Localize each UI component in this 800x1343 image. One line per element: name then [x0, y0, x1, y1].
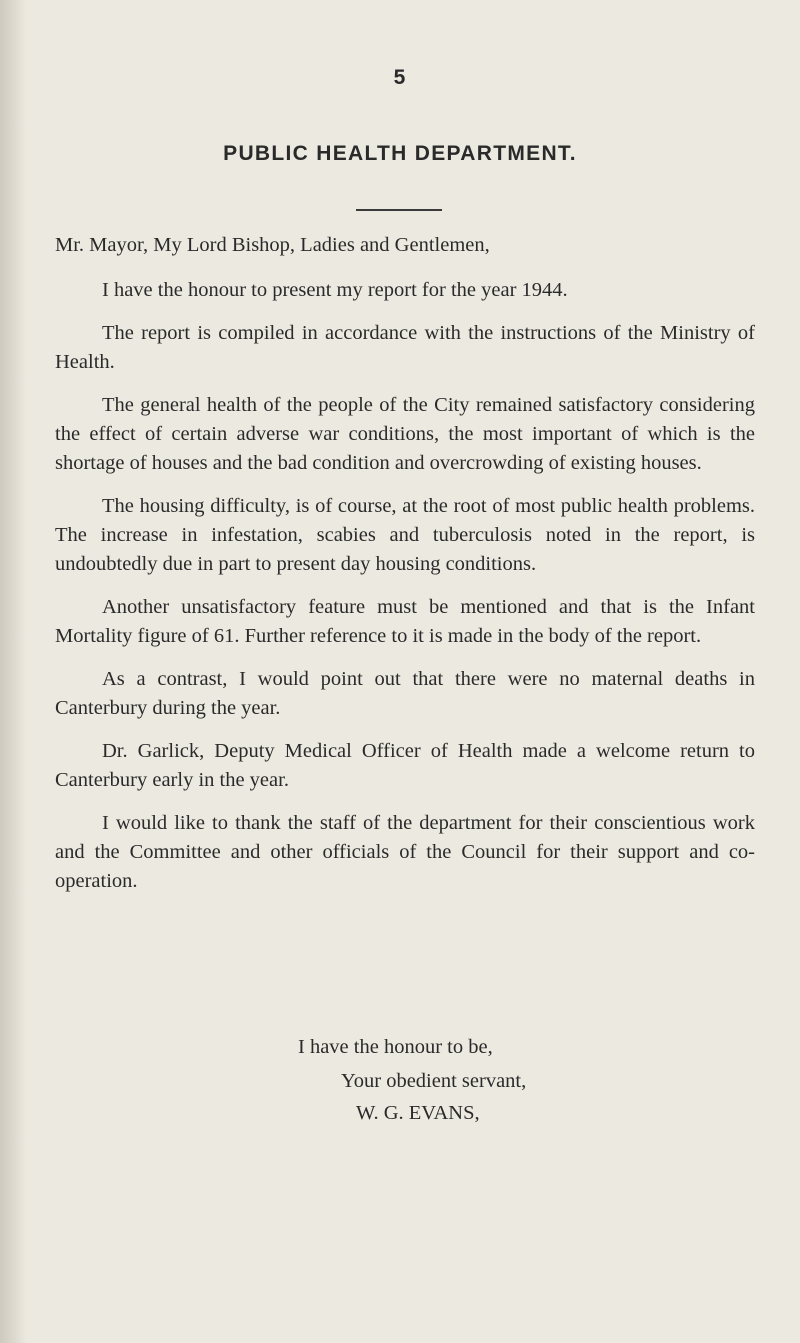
closing-text-servant: Your obedient servant, [341, 1070, 527, 1092]
paragraph-instructions: The report is compiled in accordance with the instructions of the Ministry of Health. [55, 322, 755, 373]
paragraph-thanks: I would like to thank the staff of the department for their conscientious work and the Committee and other officials of the Council for their support and co-operation. [55, 812, 755, 892]
title-divider [356, 209, 442, 211]
paragraph-deputy-officer: Dr. Garlick, Deputy Medical Officer of Health made a welcome return to Canterbury early in the year. [55, 740, 755, 791]
paragraph-infant-mortality: Another unsatisfactory feature must be mentioned and that is the Infant Mortality figure of 61. Further reference to it is made in the body of the report. [55, 596, 755, 647]
paragraph-general-health: The general health of the people of the City remained satisfactory considering the effect of certain adverse war conditions, the most important of which is the shortage of houses and the bad condition and overcrowding of existing houses. [55, 394, 755, 474]
page-number: 5 [393, 66, 407, 89]
paragraph-maternal-deaths: As a contrast, I would point out that there were no maternal deaths in Canterbury during the year. [55, 668, 755, 719]
paragraph-report-year: I have the honour to present my report for the year 1944. [102, 279, 568, 301]
closing-text-honour: I have the honour to be, [298, 1036, 493, 1058]
salutation: Mr. Mayor, My Lord Bishop, Ladies and Gentlemen, [55, 234, 490, 256]
report-body [55, 231, 755, 910]
signature: W. G. EVANS, [356, 1102, 480, 1124]
page-title: PUBLIC HEALTH DEPARTMENT. [223, 142, 577, 165]
paragraph-housing: The housing difficulty, is of course, at the root of most public health problems. The increase in infestation, scabies and tuberculosis noted in the report, is undoubtedly due in part to present day housing conditions. [55, 495, 755, 575]
page-edge-shadow [0, 0, 26, 1343]
